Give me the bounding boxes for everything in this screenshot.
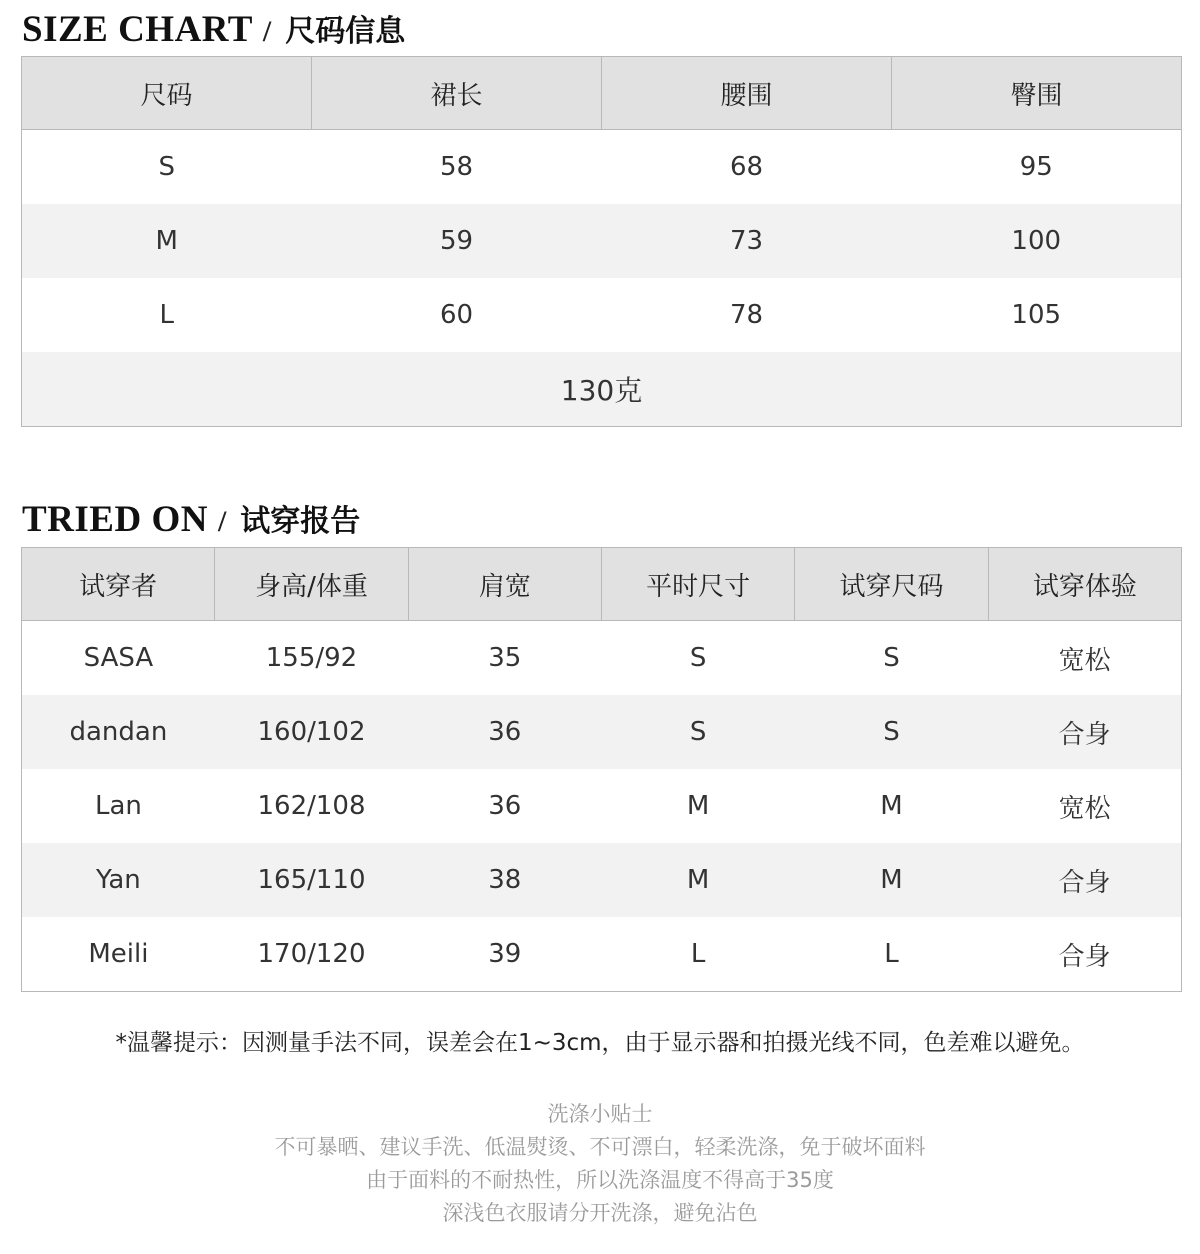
size-chart-title <box>22 6 405 51</box>
care-tip-line: 由于面料的不耐热性，所以洗涤温度不得高于35度 <box>366 1168 834 1192</box>
table-row <box>22 843 1182 917</box>
size-header-hip: 臀围 <box>892 57 1182 130</box>
waist-cell: 68 <box>602 130 892 205</box>
experience-cell: 宽松 <box>988 769 1181 843</box>
shoulder-cell: 38 <box>408 843 601 917</box>
measurement-notice: *温馨提示：因测量手法不同，误差会在1~3cm，由于显示器和拍摄光线不同，色差难以避免。 <box>115 1030 1085 1056</box>
tried-size-cell: S <box>795 621 988 696</box>
size-chart-header-row <box>22 57 1182 130</box>
tried-on-header-row <box>22 548 1182 621</box>
usual-size-cell: S <box>601 621 794 696</box>
tried-header-usual-size: 平时尺寸 <box>601 548 794 621</box>
tried-on-title <box>22 496 360 541</box>
experience-cell: 合身 <box>988 843 1181 917</box>
tester-cell: SASA <box>22 621 215 696</box>
size-header-size: 尺码 <box>22 57 312 130</box>
usual-size-cell: S <box>601 695 794 769</box>
tester-cell: Lan <box>22 769 215 843</box>
tester-cell: Yan <box>22 843 215 917</box>
usual-size-cell: L <box>601 917 794 992</box>
size-chart-title-en: SIZE CHART <box>22 9 253 50</box>
care-tip-line: 深浅色衣服请分开洗涤，避免沾色 <box>442 1201 758 1225</box>
waist-cell: 78 <box>602 278 892 352</box>
tried-header-experience: 试穿体验 <box>988 548 1181 621</box>
skirt-length-cell: 59 <box>312 204 602 278</box>
height-weight-cell: 165/110 <box>215 843 408 917</box>
tester-cell: dandan <box>22 695 215 769</box>
size-chart-title-separator: / <box>262 15 272 48</box>
tried-on-title-cn: 试穿报告 <box>240 504 361 539</box>
hip-cell: 95 <box>892 130 1182 205</box>
tried-on-table <box>21 547 1182 992</box>
skirt-length-cell: 58 <box>312 130 602 205</box>
size-header-waist: 腰围 <box>602 57 892 130</box>
care-tips <box>0 1098 1200 1230</box>
table-row <box>22 917 1182 992</box>
hip-cell: 105 <box>892 278 1182 352</box>
tried-on-title-separator: / <box>217 505 227 538</box>
size-chart-title-cn: 尺码信息 <box>285 14 406 49</box>
shoulder-cell: 36 <box>408 695 601 769</box>
weight-row <box>22 352 1182 427</box>
shoulder-cell: 39 <box>408 917 601 992</box>
size-header-skirt-length: 裙长 <box>312 57 602 130</box>
tried-header-tester: 试穿者 <box>22 548 215 621</box>
experience-cell: 宽松 <box>988 621 1181 696</box>
tried-header-shoulder: 肩宽 <box>408 548 601 621</box>
size-chart-table <box>21 56 1182 427</box>
care-tips-title: 洗涤小贴士 <box>547 1102 653 1126</box>
tried-size-cell: M <box>795 843 988 917</box>
height-weight-cell: 162/108 <box>215 769 408 843</box>
tester-cell: Meili <box>22 917 215 992</box>
height-weight-cell: 170/120 <box>215 917 408 992</box>
size-cell: M <box>22 204 312 278</box>
care-tip-line: 不可暴晒、建议手洗、低温熨烫、不可漂白，轻柔洗涤，免于破坏面料 <box>274 1135 926 1159</box>
size-cell: S <box>22 130 312 205</box>
tried-header-height-weight: 身高/体重 <box>215 548 408 621</box>
usual-size-cell: M <box>601 769 794 843</box>
tried-header-tried-size: 试穿尺码 <box>795 548 988 621</box>
table-row <box>22 769 1182 843</box>
tried-on-title-en: TRIED ON <box>22 499 208 540</box>
shoulder-cell: 35 <box>408 621 601 696</box>
hip-cell: 100 <box>892 204 1182 278</box>
weight-note: 130克 <box>22 352 1182 427</box>
table-row <box>22 130 1182 205</box>
tried-size-cell: S <box>795 695 988 769</box>
tried-size-cell: L <box>795 917 988 992</box>
experience-cell: 合身 <box>988 695 1181 769</box>
height-weight-cell: 155/92 <box>215 621 408 696</box>
shoulder-cell: 36 <box>408 769 601 843</box>
table-row <box>22 621 1182 696</box>
table-row <box>22 204 1182 278</box>
waist-cell: 73 <box>602 204 892 278</box>
size-cell: L <box>22 278 312 352</box>
table-row <box>22 278 1182 352</box>
tried-size-cell: M <box>795 769 988 843</box>
height-weight-cell: 160/102 <box>215 695 408 769</box>
usual-size-cell: M <box>601 843 794 917</box>
table-row <box>22 695 1182 769</box>
experience-cell: 合身 <box>988 917 1181 992</box>
skirt-length-cell: 60 <box>312 278 602 352</box>
